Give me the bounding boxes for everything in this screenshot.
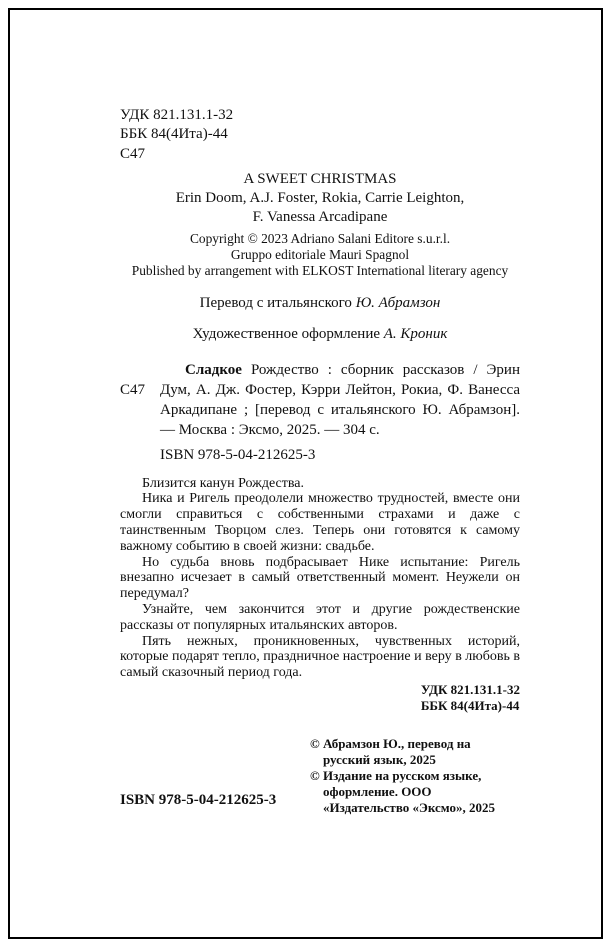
copyright-notices	[310, 736, 520, 816]
annotation-paragraph: Узнайте, чем закончится этот и другие рождественские рассказы от популярных итальянских авторов.	[120, 602, 520, 633]
original-copyright-line2: Gruppo editoriale Mauri Spagnol	[230, 246, 410, 262]
author-sign-top: С47	[120, 145, 146, 162]
author-sign-catalog: С47	[120, 382, 146, 399]
copyright-translation: © Абрамзон Ю., перевод на русский язык, 2025	[310, 736, 471, 768]
annotation-paragraph: Но судьба вновь подбрасывает Нике испытание: Ригель внезапно исчезает в самый ответственный момент. Неужели он передумал?	[120, 554, 520, 602]
annotation-paragraph: Пять нежных, проникновенных, чувственных историй, которые подарят тепло, праздничное настроение и веру в любовь в самый сказочный период года.	[120, 633, 520, 681]
designer-name: А. Кроник	[383, 326, 448, 343]
catalog-entry-text: Рождество : сборник рассказов / Эрин Дум, А. Дж. Фостер, Кэрри Лейтон, Рокиа, Ф. Ванесса Аркадипане ; [перевод с итальянского Ю. Абрамзон]. — Москва : Эксмо, 2025. — 304 с.	[160, 362, 520, 439]
udk-code-top: УДК 821.131.1-32	[120, 107, 234, 123]
original-title-block	[120, 170, 520, 228]
original-authors-line2: F. Vanessa Arcadipane	[252, 209, 388, 226]
translator-credit	[120, 294, 520, 313]
isbn-catalog: ISBN 978-5-04-212625-3	[160, 447, 316, 464]
designer-credit	[120, 325, 520, 344]
original-title: A SWEET CHRISTMAS	[243, 170, 397, 187]
page-content	[120, 106, 520, 816]
bbk-code-top: ББК 84(4Ита)-44	[120, 126, 228, 143]
bbk-code-bottom: ББК 84(4Ита)-44	[420, 698, 520, 714]
catalog-title-bold: Сладкое	[185, 362, 242, 379]
translator-label: Перевод с итальянского	[199, 294, 352, 311]
catalog-entry	[120, 360, 520, 440]
designer-label: Художественное оформление	[192, 326, 381, 343]
original-copyright-block	[120, 231, 520, 279]
classification-codes-bottom	[421, 682, 520, 714]
isbn-bottom: ISBN 978-5-04-212625-3	[120, 791, 277, 808]
bottom-row	[120, 736, 520, 816]
original-copyright-line3: Published by arrangement with ELKOST International literary agency	[131, 262, 509, 278]
annotation-block	[120, 476, 520, 681]
original-copyright-line1: Copyright © 2023 Adriano Salani Editore s.u.r.l.	[189, 230, 451, 246]
udk-code-bottom: УДК 821.131.1-32	[420, 682, 520, 698]
annotation-paragraph: Близится канун Рождества.	[142, 475, 305, 491]
annotation-paragraph: Ника и Ригель преодолели множество трудностей, вместе они смогли справиться с собственными страхами и даже с таинственным Творцом слез. Теперь они готовятся к самому важному событию в своей жизни: свадьбе.	[120, 491, 520, 554]
translator-name: Ю. Абрамзон	[355, 294, 441, 311]
original-authors-line1: Erin Doom, A.J. Foster, Rokia, Carrie Leighton,	[175, 190, 465, 207]
copyright-edition: © Издание на русском языке, оформление. ООО «Издательство «Эксмо», 2025	[310, 768, 495, 816]
classification-codes-top	[120, 106, 520, 164]
